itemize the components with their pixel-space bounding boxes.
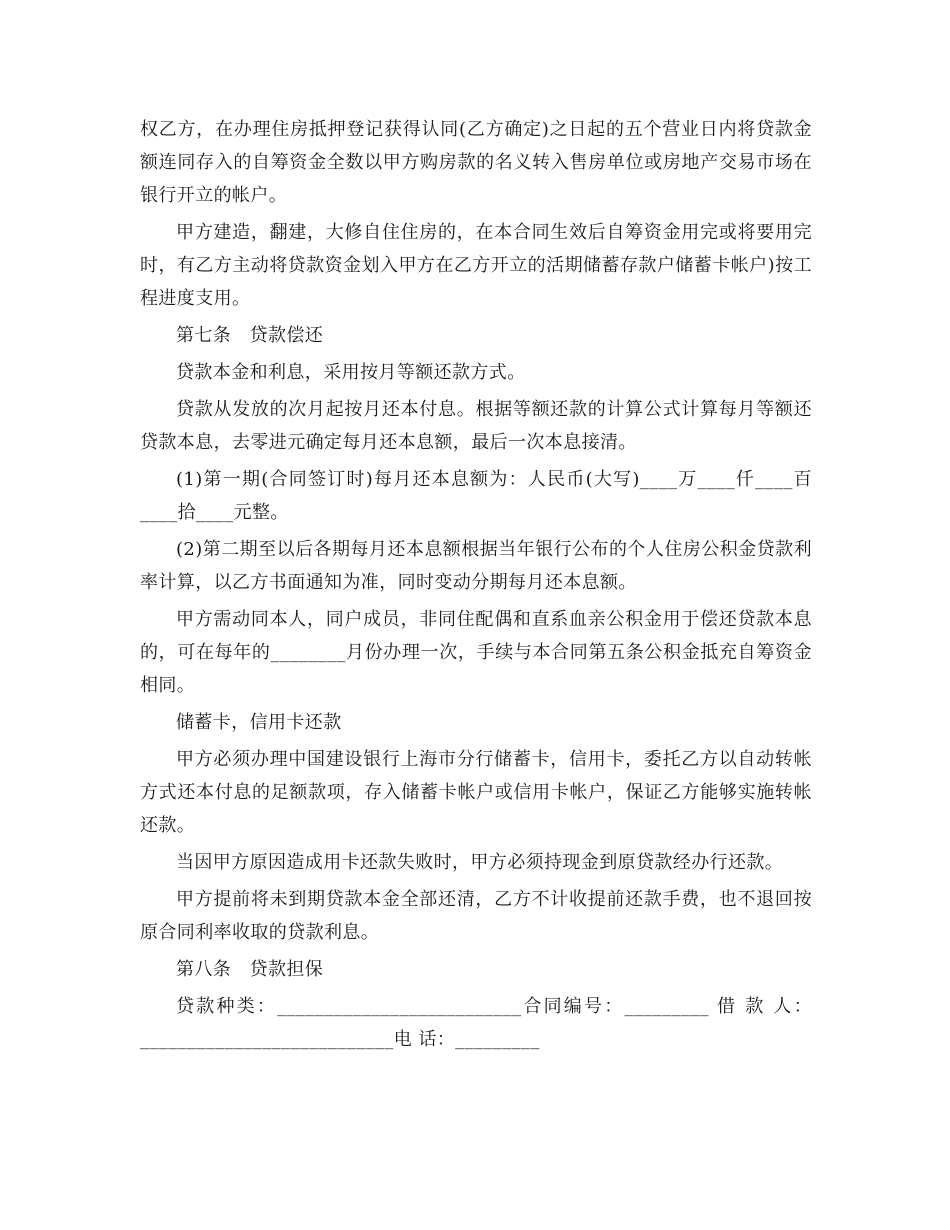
paragraph-first-period: (1)第一期(合同签订时)每月还本息额为：人民币(大写)____万____仟____百____拾____元整。 xyxy=(140,469,812,523)
paragraph-mortgage-transfer: 权乙方，在办理住房抵押登记获得认同(乙方确定)之日起的五个营业日内将贷款金额连同存入的自筹资金全数以甲方购房款的名义转入售房单位或房地产交易市场在银行开立的帐户。 xyxy=(140,119,812,206)
paragraph-monthly-repayment: 贷款从发放的次月起按月还本付息。根据等额还款的计算公式计算每月等额还贷款本息，去零进元确定每月还本息额，最后一次本息接清。 xyxy=(140,399,812,453)
document-page xyxy=(140,113,812,1056)
paragraph-card-failure: 当因甲方原因造成用卡还款失败时，甲方必须持现金到原贷款经办行还款。 xyxy=(176,852,784,873)
paragraph-card-requirement: 甲方必须办理中国建设银行上海市分行储蓄卡，信用卡，委托乙方以自动转帐方式还本付息的足额款项，存入储蓄卡帐户或信用卡帐户，保证乙方能够实施转帐还款。 xyxy=(140,749,812,836)
heading-article-7: 第七条 贷款偿还 xyxy=(176,325,324,346)
paragraph-later-periods: (2)第二期至以后各期每月还本息额根据当年银行公布的个人住房公积金贷款利率计算，以乙方书面通知为准，同时变动分期每月还本息额。 xyxy=(140,539,812,593)
paragraph-provident-fund: 甲方需动同本人，同户成员，非同住配偶和直系血亲公积金用于偿还贷款本息的，可在每年的________月份办理一次，手续与本合同第五条公积金抵充自筹资金相同。 xyxy=(140,609,812,696)
paragraph-repayment-method: 贷款本金和利息，采用按月等额还款方式。 xyxy=(176,362,526,383)
paragraph-self-build: 甲方建造，翻建，大修自住住房的，在本合同生效后自筹资金用完或将要用完时，有乙方主动将贷款资金划入甲方在乙方开立的活期储蓄存款户储蓄卡帐户)按工程进度支用。 xyxy=(140,222,812,309)
heading-article-8: 第八条 贷款担保 xyxy=(176,959,324,980)
heading-card-repayment: 储蓄卡，信用卡还款 xyxy=(176,712,342,733)
paragraph-early-repayment: 甲方提前将未到期贷款本金全部还清，乙方不计收提前还款手费，也不退回按原合同利率收取的贷款利息。 xyxy=(140,889,812,943)
paragraph-loan-form-fields: 贷款种类：__________________________合同编号：_________ 借 款 人：___________________________电 话：_________ xyxy=(140,996,812,1050)
